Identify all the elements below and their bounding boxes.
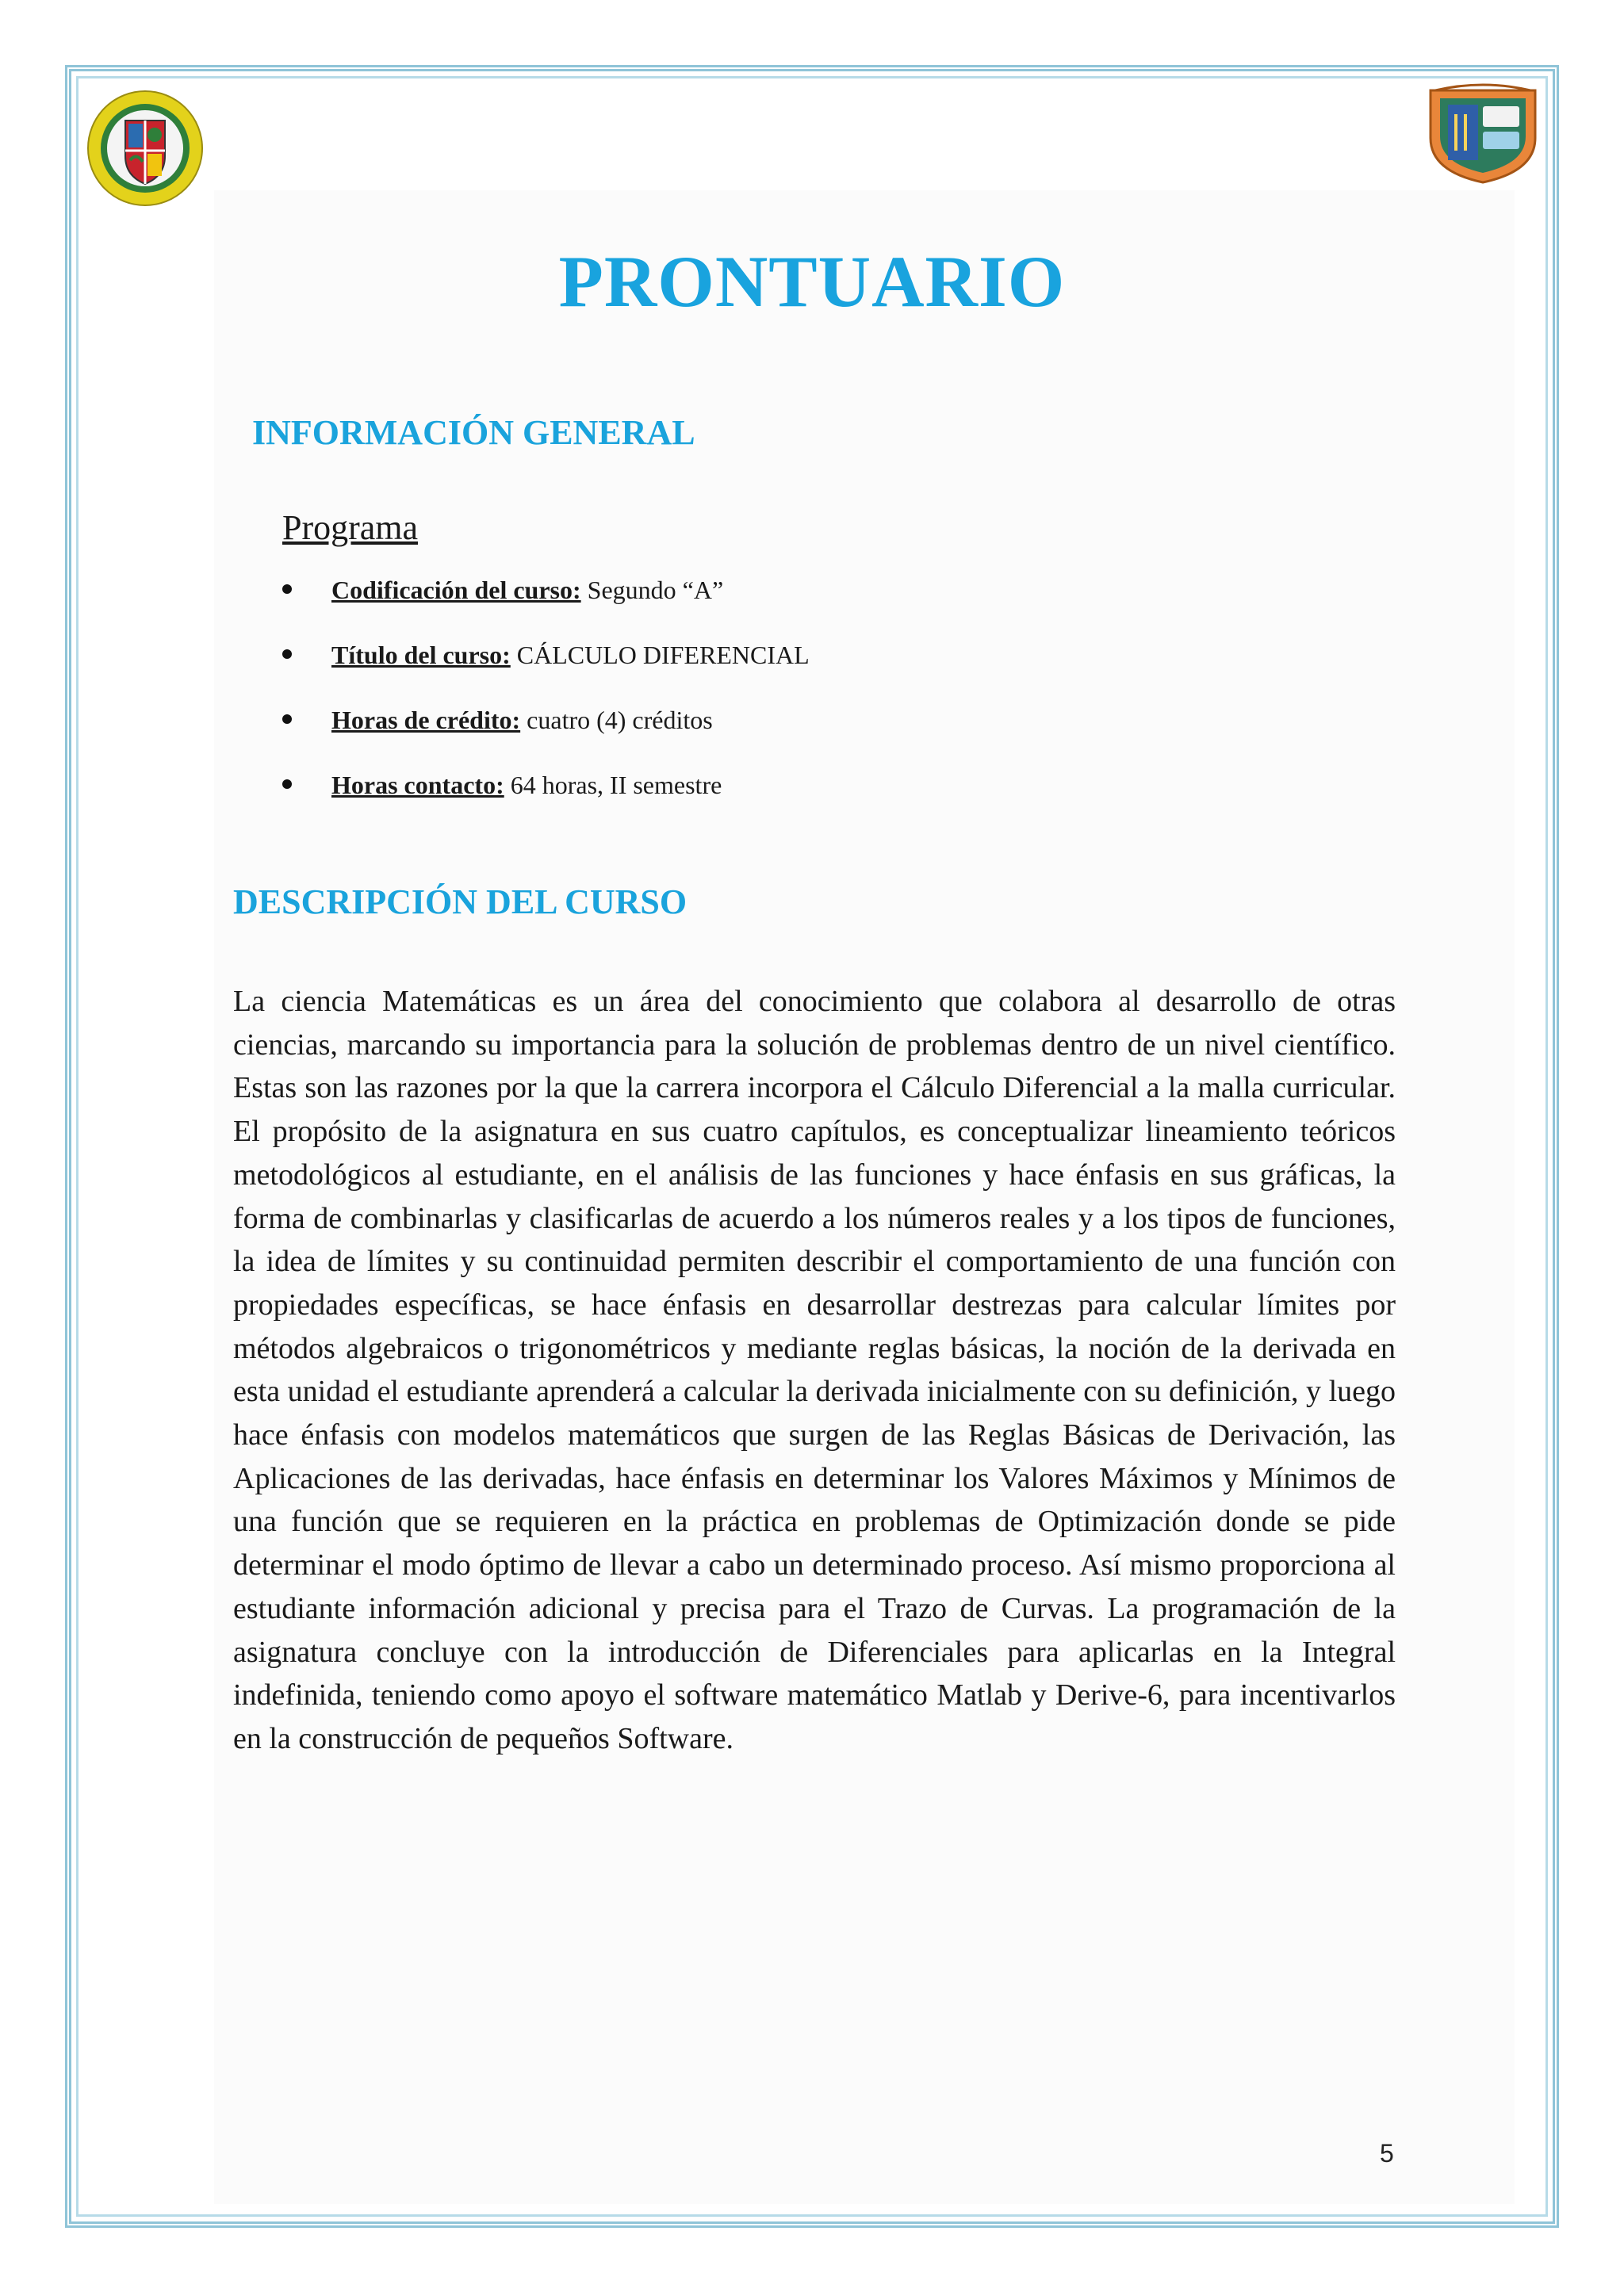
course-description-body: La ciencia Matemáticas es un área del conocimiento que colabora al desarrollo de otras ciencias, marcando su importancia para la solución de problemas dentro de un nivel científico. Estas son las razones por la que la carrera incorpora el Cálculo Diferencial a la malla curricular. El propósito de la asignatura en sus cuatro capítulos, es conceptualizar lineamiento teóricos metodológicos al estudiante, en el análisis de las funciones y hace énfasis en sus gráficas, la forma de combinarlas y clasificarlas de acuerdo a los números reales y a los tipos de funciones, la idea de límites y su continuidad permiten describir el comportamiento de una función con propiedades específicas, se hace énfasis en desarrollar destrezas para calcular límites por métodos algebraicos o trigonométricos y mediante reglas básicas, la noción de la derivada en esta unidad el estudiante aprenderá a calcular la derivada inicialmente con su definición, y luego hace énfasis con modelos matemáticos que surgen de las Reglas Básicas de Derivación, las Aplicaciones de las derivadas, hace énfasis en determinar los Valores Máximos y Mínimos de una función que se requieren en la práctica en problemas de Optimización donde se pide determinar el modo óptimo de llevar a cabo un determinado proceso. Así mismo proporciona al estudiante información adicional y precisa para el Trazo de Curvas. La programación de la asignatura concluye con la introducción de Diferenciales para aplicarlas en la Integral indefinida, teniendo como apoyo el software matemático Matlab y Derive-6, para incentivarlos en la construcción de pequeños Software.: [233, 985, 1396, 1755]
list-item: [282, 574, 810, 639]
page-number: 5: [1380, 2139, 1394, 2168]
bullet-icon: [282, 649, 292, 659]
item-value: cuatro (4) créditos: [520, 706, 713, 734]
item-value: 64 horas, II semestre: [504, 771, 722, 799]
bullet-icon: [282, 714, 292, 724]
program-info-list: [282, 574, 810, 834]
item-label: Horas contacto:: [331, 771, 504, 799]
item-label: Horas de crédito:: [331, 706, 521, 734]
page-title: PRONTUARIO: [558, 241, 1066, 322]
item-value: Segundo “A”: [580, 576, 724, 604]
list-item: [282, 704, 810, 769]
list-item: [282, 639, 810, 704]
bullet-icon: [282, 779, 292, 789]
university-seal-icon: [86, 89, 205, 208]
course-description-heading: DESCRIPCIÓN DEL CURSO: [233, 882, 688, 921]
general-info-heading: INFORMACIÓN GENERAL: [252, 413, 695, 452]
item-label: Título del curso:: [331, 641, 511, 669]
bullet-icon: [282, 584, 292, 594]
faculty-shield-icon: [1424, 82, 1542, 184]
list-item: [282, 769, 810, 834]
item-value: CÁLCULO DIFERENCIAL: [510, 641, 810, 669]
program-subheading: Programa: [282, 508, 419, 547]
item-label: Codificación del curso:: [331, 576, 581, 604]
